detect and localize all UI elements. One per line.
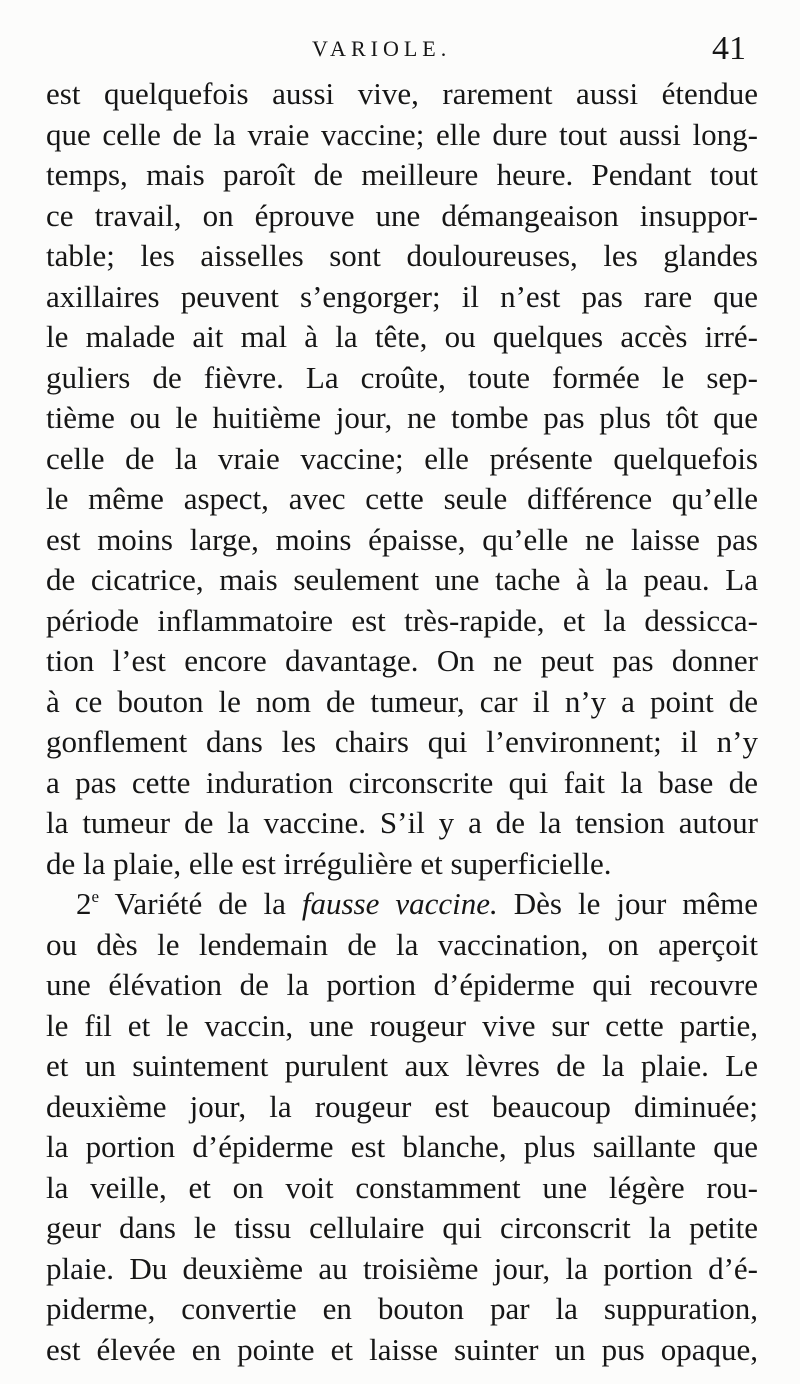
body-text <box>46 74 758 1370</box>
ordinal-suffix: e <box>91 887 100 906</box>
text-line: temps, mais paroît de meilleure heure. Pendant tout <box>46 157 758 192</box>
text-line: plaie. Du deuxième au troisième jour, la portion d’é- <box>46 1250 758 1286</box>
text-line: deuxième jour, la rougeur est beaucoup diminuée; <box>46 1088 758 1124</box>
running-head <box>0 30 800 70</box>
text-line: période inflammatoire est très-rapide, et la dessicca- <box>46 602 758 638</box>
text-line: de cicatrice, mais seulement une tache à la peau. La <box>46 562 758 597</box>
page-number: 41 <box>712 30 746 67</box>
text-line: le même aspect, avec cette seule différence qu’elle <box>46 481 758 516</box>
text-line: la veille, et on voit constamment une légère rou- <box>46 1169 758 1205</box>
text-line: piderme, convertie en bouton par la suppuration, <box>46 1291 758 1326</box>
text-line: à ce bouton le nom de tumeur, car il n’y a point de <box>46 683 758 719</box>
text-line: gonflement dans les chairs qui l’environnent; il n’y <box>46 724 758 759</box>
text-line: axillaires peuvent s’engorger; il n’est pas rare que <box>46 278 758 314</box>
text-line: est moins large, moins épaisse, qu’elle ne laisse pas <box>46 521 758 557</box>
running-title: VARIOLE. <box>312 36 452 61</box>
text-line: la portion d’épiderme est blanche, plus saillante que <box>46 1129 758 1164</box>
text-line: une élévation de la portion d’épiderme qui recouvre <box>46 967 758 1002</box>
text-line: de la plaie, elle est irrégulière et superficielle. <box>46 845 612 881</box>
text-line: a pas cette induration circonscrite qui fait la base de <box>46 764 758 800</box>
text-line: ou dès le lendemain de la vaccination, on aperçoit <box>46 926 758 962</box>
text-line: ce travail, on éprouve une démangeaison insuppor- <box>46 197 758 233</box>
text-line: guliers de fièvre. La croûte, toute formée le sep- <box>46 359 758 395</box>
paragraph-2-first-line <box>46 884 758 925</box>
text-line: geur dans le tissu cellulaire qui circonscrit la petite <box>46 1210 758 1245</box>
text-line: que celle de la vraie vaccine; elle dure tout aussi long- <box>46 116 758 152</box>
text-line: est élevée en pointe et laisse suinter un pus opaque, <box>46 1331 758 1367</box>
emphasis-term: fausse vaccine. <box>301 886 498 921</box>
text-line: table; les aisselles sont douloureuses, les glandes <box>46 238 758 273</box>
text-line: est quelquefois aussi vive, rarement aussi étendue <box>46 76 758 111</box>
text-line: la tumeur de la vaccine. S’il y a de la tension autour <box>46 805 758 840</box>
text-line: celle de la vraie vaccine; elle présente quelquefois <box>46 440 758 476</box>
text-line: tion l’est encore davantage. On ne peut pas donner <box>46 643 758 678</box>
text-line: le fil et le vaccin, une rougeur vive sur cette partie, <box>46 1007 758 1043</box>
paragraph-lead: Variété de la <box>99 886 302 921</box>
text-line: le malade ait mal à la tête, ou quelques accès irré- <box>46 319 758 354</box>
paragraph-number: 2 <box>76 886 92 921</box>
paragraph-lead-rest: Dès le jour même <box>497 886 759 921</box>
text-line: tième ou le huitième jour, ne tombe pas plus tôt que <box>46 400 758 435</box>
text-line: et un suintement purulent aux lèvres de la plaie. Le <box>46 1048 758 1083</box>
